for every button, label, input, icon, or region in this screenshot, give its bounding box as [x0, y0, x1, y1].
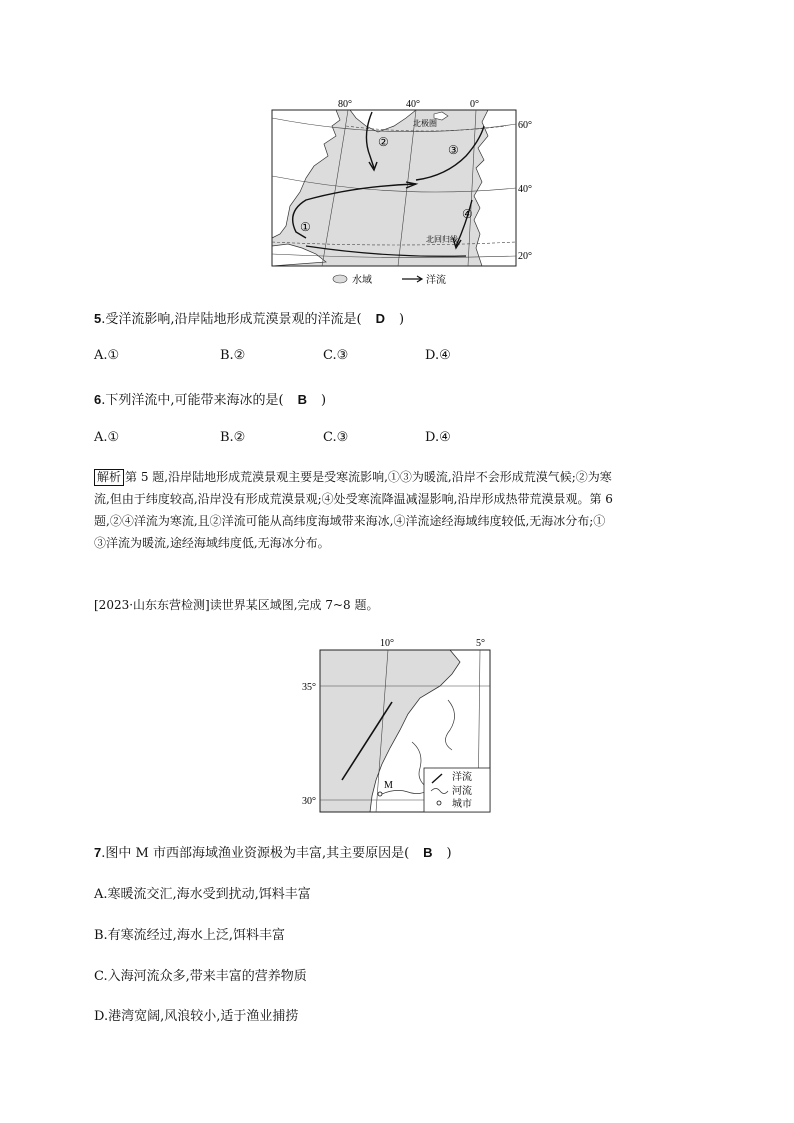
question-text: .受洋流影响,沿岸陆地形成荒漠景观的洋流是( [101, 312, 362, 327]
city-m-label: M [384, 780, 393, 791]
lon-label-40: 40° [406, 99, 420, 110]
q5-option-c: C.③ [323, 348, 349, 363]
lat-label-20: 20° [518, 251, 532, 262]
explanation-line-4: ③洋流为暖流,途经海域纬度低,无海冰分布。 [94, 536, 330, 550]
region-map [300, 634, 500, 816]
q7-option-a: A.寒暖流交汇,海水受到扰动,饵料丰富 [94, 887, 311, 902]
atlantic-map [266, 96, 536, 290]
explanation-line-3: 题,②④洋流为寒流,且②洋流可能从高纬度海域带来海冰,④洋流途经海域纬度较低,无海冰分布;① [94, 514, 606, 528]
tropic-label: 北回归线 [426, 235, 458, 244]
answer: B [423, 845, 433, 860]
arctic-circle-label: 北极圈 [413, 119, 437, 128]
lat-label-30: 30° [302, 796, 316, 807]
q6-option-a: A.① [94, 430, 120, 445]
answer: B [297, 392, 307, 407]
bracket-close: ) [446, 846, 452, 861]
question-5 [94, 308, 404, 327]
question-number: 5 [94, 311, 102, 326]
lat-label-35: 35° [302, 682, 316, 693]
q5-option-b: B.② [220, 348, 246, 363]
legend-city-symbol [437, 801, 441, 805]
question-number: 7 [94, 845, 102, 860]
question-6 [94, 389, 326, 408]
question-7 [94, 842, 452, 861]
legend-current-symbol [402, 276, 422, 282]
legend-water-symbol [333, 275, 347, 283]
lat-label-40: 40° [518, 184, 532, 195]
legend-river-label: 河流 [452, 786, 472, 797]
legend-current-label: 洋流 [426, 275, 446, 286]
bracket-close: ) [320, 393, 327, 408]
lon-label-80: 80° [338, 99, 352, 110]
q5-option-d: D.④ [425, 348, 451, 363]
section-intro: [2023·山东东营检测]读世界某区域图,完成 7~8 题。 [94, 598, 379, 612]
lon-label-5: 5° [476, 638, 485, 649]
explanation [94, 466, 690, 554]
lon-label-0: 0° [470, 99, 479, 110]
current-label-2: ② [378, 135, 389, 149]
q7-option-d: D.港湾宽阔,风浪较小,适于渔业捕捞 [94, 1009, 299, 1024]
q6-option-d: D.④ [425, 430, 451, 445]
q7-option-b: B.有寒流经过,海水上泛,饵料丰富 [94, 928, 285, 943]
lat-label-60: 60° [518, 120, 532, 131]
q6-option-b: B.② [220, 430, 246, 445]
legend-current-label: 洋流 [452, 772, 472, 783]
current-label-4: ④ [462, 207, 473, 221]
legend-water-label: 水域 [352, 275, 372, 286]
question-number: 6 [94, 392, 102, 407]
current-label-3: ③ [448, 143, 459, 157]
current-label-1: ① [300, 220, 311, 234]
q7-option-c: C.入海河流众多,带来丰富的营养物质 [94, 969, 307, 984]
q5-option-a: A.① [94, 348, 120, 363]
question-text: .下列洋流中,可能带来海冰的是( [101, 393, 284, 408]
q6-option-c: C.③ [323, 430, 349, 445]
lon-label-10: 10° [380, 638, 394, 649]
bracket-close: ) [398, 312, 405, 327]
explanation-tag: 解析 [94, 469, 124, 486]
explanation-line-1: 解析 第 5 题,沿岸陆地形成荒漠景观主要是受寒流影响,①③为暖流,沿岸不会形成荒漠气候;②为寒 [94, 466, 690, 488]
explanation-line-2: 流,但由于纬度较高,沿岸没有形成荒漠景观;④处受寒流降温减湿影响,沿岸形成热带荒漠景观。第 6 [94, 492, 613, 506]
city-m [378, 792, 382, 796]
answer: D [375, 311, 385, 326]
legend-city-label: 城市 [452, 799, 472, 810]
question-text: .图中 M 市西部海域渔业资源极为丰富,其主要原因是( [101, 846, 410, 861]
